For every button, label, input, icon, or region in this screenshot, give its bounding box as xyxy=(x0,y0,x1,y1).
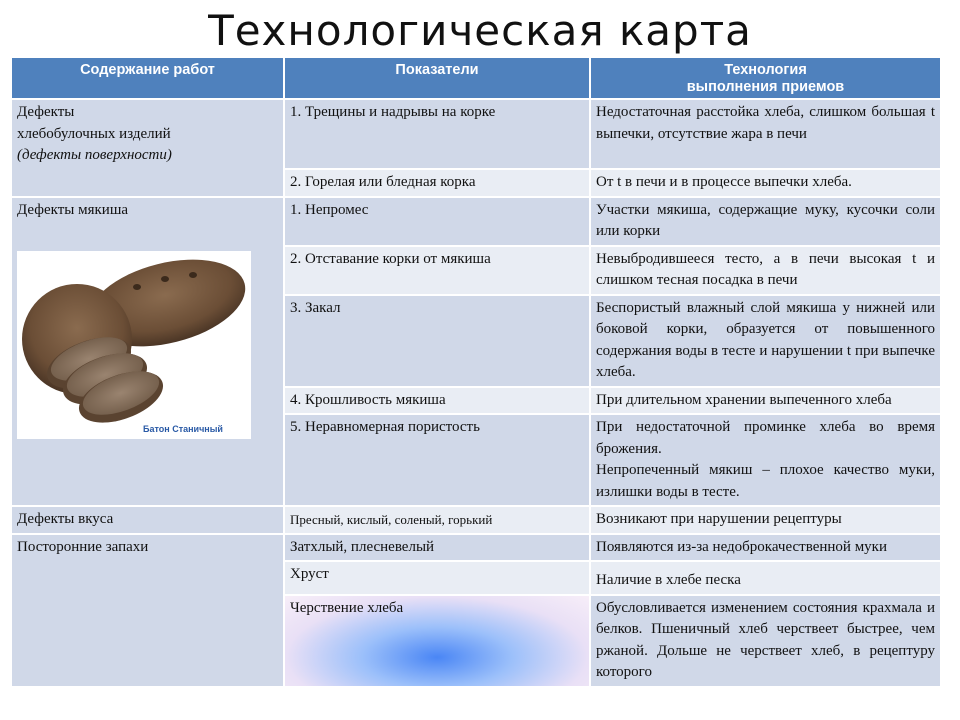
indicator-cell: 3. Закал xyxy=(284,295,590,387)
group-taste-defects: Дефекты вкуса xyxy=(12,506,284,534)
tech-card-table xyxy=(12,58,940,686)
indicator-cell: 2. Отставание корки от мякиша xyxy=(284,246,590,295)
header-indicators: Показатели xyxy=(284,58,590,99)
technology-cell: Возникают при нарушении рецептуры xyxy=(590,506,940,534)
group-surface-line1: Дефекты xyxy=(17,104,75,120)
technology-cell: Беспористый влажный слой мякиша у нижней или боковой корки, образуется от повышенного содержания воды в тесте и нарушении t при выпечке хлеба. xyxy=(590,295,940,387)
technology-cell: Участки мякиша, содержащие муку, кусочки соли или корки xyxy=(590,197,940,246)
indicator-cell: Хруст xyxy=(284,561,590,595)
table-row xyxy=(12,506,940,534)
indicator-cell: 4. Крошливость мякиша xyxy=(284,387,590,415)
group-foreign-smells: Посторонние запахи xyxy=(12,534,284,686)
technology-cell xyxy=(590,414,940,506)
technology-cell: Обусловливается изменением состояния крахмала и белков. Пшеничный хлеб черствеет быстрее, чем ржаной. Дольше не черствеет хлеб, в рецептуру которого xyxy=(590,595,940,686)
indicator-cell: Пресный, кислый, соленый, горький xyxy=(284,506,590,534)
technology-line2: Непропеченный мякиш – плохое качество муки, излишки воды в тесте. xyxy=(596,462,935,500)
table-row xyxy=(12,99,940,169)
table-header-row xyxy=(12,58,940,99)
page-title: Технологическая карта xyxy=(208,6,752,55)
group-surface-line2: хлебобулочных изделий xyxy=(17,125,171,142)
indicator-cell: 1. Трещины и надрывы на корке xyxy=(284,99,590,169)
technology-cell: Недостаточная расстойка хлеба, слишком большая t выпечки, отсутствие жара в печи xyxy=(590,99,940,169)
group-surface-defects xyxy=(12,99,284,197)
bread-photo xyxy=(17,251,251,439)
indicator-cell: Черствение хлеба xyxy=(284,595,590,686)
technology-cell: От t в печи и в процессе выпечки хлеба. xyxy=(590,169,940,197)
bread-illustration xyxy=(17,251,251,439)
technology-cell: Появляются из-за недоброкачественной муки xyxy=(590,534,940,562)
technology-cell: Невыбродившееся тесто, а в печи высокая t и слишком тесная посадка в печи xyxy=(590,246,940,295)
group-crumb-label: Дефекты мякиша xyxy=(17,201,129,218)
header-technology-line1: Технология xyxy=(724,62,807,78)
indicator-cell: 5. Неравномерная пористость xyxy=(284,414,590,506)
indicator-cell: 1. Непромес xyxy=(284,197,590,246)
technology-line1: При недостаточной проминке хлеба во время брожения. xyxy=(596,419,935,457)
bread-caption: Батон Станичный xyxy=(143,424,223,434)
group-crumb-defects xyxy=(12,197,284,507)
technology-cell: При длительном хранении выпеченного хлеба xyxy=(590,387,940,415)
header-technology xyxy=(590,58,940,99)
indicator-cell: Затхлый, плесневелый xyxy=(284,534,590,562)
technology-cell: Наличие в хлебе песка xyxy=(590,561,940,595)
table-row xyxy=(12,197,940,246)
table-row xyxy=(12,534,940,562)
header-content: Содержание работ xyxy=(12,58,284,99)
group-surface-line3: (дефекты поверхности) xyxy=(17,147,172,163)
indicator-cell: 2. Горелая или бледная корка xyxy=(284,169,590,197)
header-technology-line2: выполнения приемов xyxy=(686,79,845,95)
